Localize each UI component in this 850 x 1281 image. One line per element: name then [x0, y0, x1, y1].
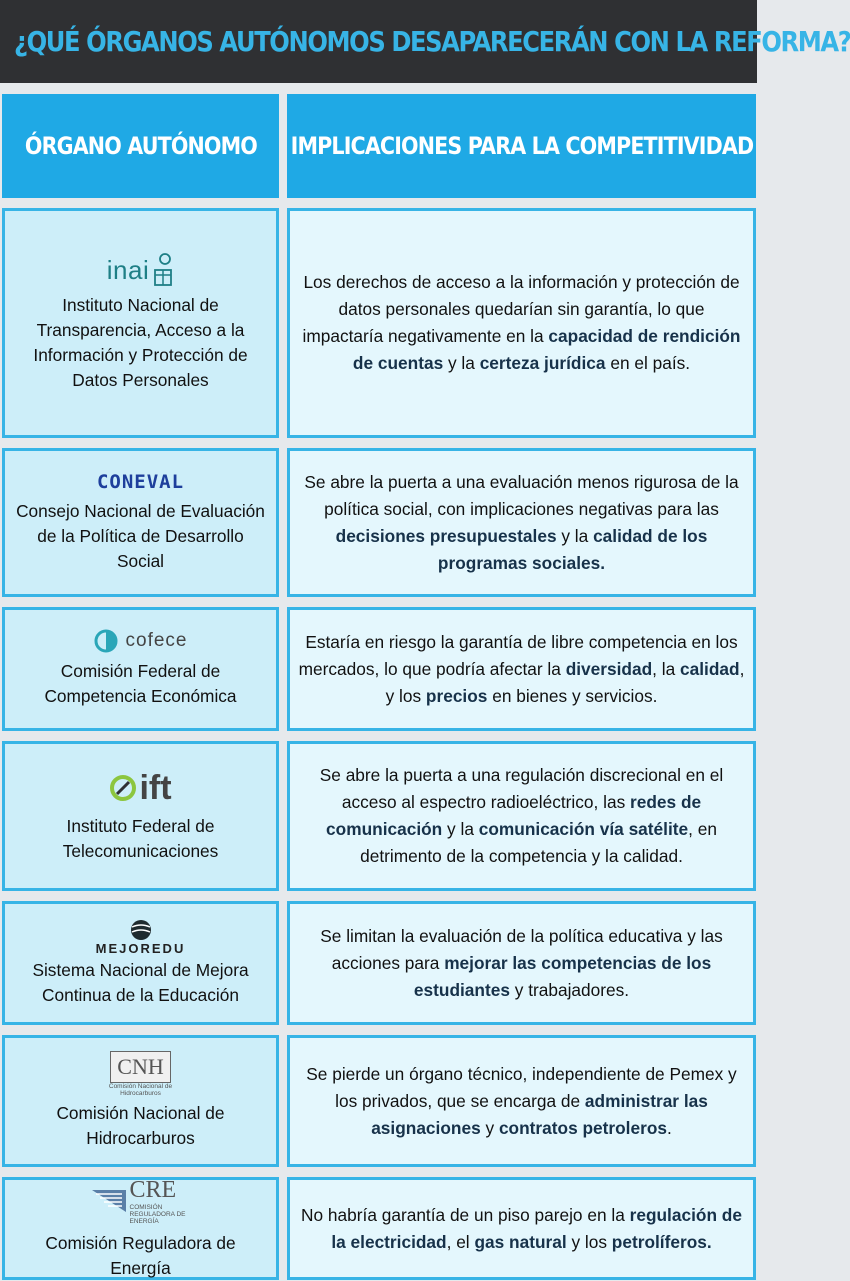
emphasis-text: petrolíferos. [611, 1231, 712, 1252]
body-text: Se limitan la evaluación de la política educativa y las acciones para [320, 925, 723, 973]
organ-cell [2, 741, 279, 891]
body-text: Se abre la puerta a una evaluación menos rigurosa de la política social, con implicaciones negativas para las [304, 471, 739, 519]
inai-logo-text: inai [106, 254, 150, 285]
cnh-logo-text: CNH [110, 1051, 170, 1083]
table-row [0, 448, 757, 597]
emphasis-text: calidad de los programas sociales. [437, 525, 708, 573]
emphasis-text: redes de comunicación [326, 792, 702, 839]
emphasis-text: administrar las asignaciones [371, 1090, 708, 1138]
implication-cell [287, 448, 756, 597]
coneval-logo-text: CONEVAL [96, 471, 185, 493]
implication-text [290, 469, 753, 577]
column-header-implicaciones [287, 94, 756, 198]
column-header-implicaciones-label: IMPLICACIONES PARA LA COMPETITIVIDAD [290, 132, 753, 160]
body-text: , la [652, 658, 680, 679]
body-text: en bienes y servicios. [487, 685, 658, 706]
emphasis-text: capacidad de rendición de cuentas [352, 326, 741, 373]
implication-cell [287, 1177, 756, 1280]
column-header-organo [2, 94, 279, 198]
implication-text [290, 923, 753, 1004]
cre-wing-icon [92, 1188, 128, 1214]
emphasis-text: precios [425, 685, 488, 706]
ift-ring-icon [109, 774, 137, 802]
implication-text [290, 1061, 753, 1142]
organ-cell [2, 901, 279, 1025]
implication-cell [287, 208, 756, 438]
implication-cell [287, 607, 756, 731]
body-text: , el [446, 1231, 475, 1252]
implication-text [290, 629, 753, 710]
implication-text [290, 269, 753, 377]
body-text: Se abre la puerta a una regulación discrecional en el acceso al espectro radioeléctrico, las [319, 765, 724, 812]
implication-cell [287, 741, 756, 891]
mejoredu-logo [96, 919, 186, 956]
body-text: y [480, 1117, 499, 1138]
body-text: Estaría en riesgo la garantía de libre competencia en los mercados, lo que podría afectar la [298, 631, 738, 679]
table-row [0, 208, 757, 438]
implication-text [290, 1202, 753, 1256]
table-row [0, 607, 757, 731]
emphasis-text: contratos petroleros [498, 1117, 667, 1138]
page-title: ¿QUÉ ÓRGANOS AUTÓNOMOS DESAPARECERÁN CON LA REFORMA? [14, 25, 850, 58]
cre-logo-subtitle: COMISIÓN REGULADORA DE ENERGÍA [129, 1203, 186, 1225]
organ-name: Comisión Federal de Competencia Económica [44, 661, 237, 706]
inai-logo [107, 253, 174, 287]
table-row [0, 1035, 757, 1167]
cofece-logo [94, 629, 188, 653]
implication-text [290, 762, 753, 870]
coneval-logo [97, 471, 184, 493]
organ-name: Comisión Reguladora de Energía [45, 1232, 236, 1278]
organ-name: Consejo Nacional de Evaluación de la Política de Desarrollo Social [16, 501, 265, 571]
table-header-row [0, 94, 757, 198]
cofece-circle-icon [94, 629, 118, 653]
organ-cell [2, 607, 279, 731]
ift-logo [109, 769, 171, 808]
cnh-logo-subtitle: Comisión Nacional de Hidrocarburos [108, 1083, 173, 1097]
emphasis-text: comunicación vía satélite [478, 819, 689, 839]
table-row [0, 741, 757, 891]
emphasis-text: diversidad [565, 658, 653, 679]
body-text: y los [566, 1231, 612, 1252]
emphasis-text: certeza jurídica [479, 353, 606, 373]
emphasis-text: decisiones presupuestales [335, 525, 557, 546]
body-text: y la [443, 353, 480, 373]
organ-name: Instituto Federal de Telecomunicaciones [62, 815, 219, 861]
organ-cell [2, 208, 279, 438]
title-bar [0, 0, 850, 83]
emphasis-text: gas natural [474, 1231, 567, 1252]
body-text: y trabajadores. [509, 979, 630, 1000]
body-text: . [666, 1117, 672, 1138]
body-text: en el país. [605, 353, 691, 373]
column-header-organo-label: ÓRGANO AUTÓNOMO [24, 132, 257, 160]
cre-logo-text: CRE [129, 1176, 177, 1203]
mejoredu-logo-text: MEJOREDU [95, 940, 186, 956]
body-text: , y los [385, 658, 745, 706]
implication-cell [287, 1035, 756, 1167]
body-text: y la [556, 525, 594, 546]
cre-logo [92, 1177, 190, 1225]
table-row [0, 1177, 757, 1280]
emphasis-text: mejorar las competencias de los estudiantes [413, 952, 712, 1000]
implication-cell [287, 901, 756, 1025]
mejoredu-globe-icon [130, 919, 152, 941]
body-text: Los derechos de acceso a la información y protección de datos personales quedarían sin garantía, lo que impactaría negativamente en la [302, 272, 740, 346]
organ-name: Sistema Nacional de Mejora Continua de la Educación [32, 959, 249, 1005]
body-text: y la [442, 819, 479, 839]
organ-name: Instituto Nacional de Transparencia, Acceso a la Información y Protección de Datos Personales [33, 295, 248, 390]
cnh-logo [106, 1051, 176, 1097]
emphasis-text: calidad [680, 658, 740, 679]
organ-cell [2, 448, 279, 597]
emphasis-text: regulación de la electricidad [331, 1204, 742, 1252]
body-text: , en detrimento de la competencia y la calidad. [360, 819, 717, 866]
cofece-logo-text: cofece [125, 630, 188, 651]
organ-name: Comisión Nacional de Hidrocarburos [56, 1103, 225, 1148]
table-row [0, 901, 757, 1025]
inai-person-icon [152, 253, 174, 287]
body-text: No habría garantía de un piso parejo en la [301, 1204, 630, 1225]
ift-logo-text: ift [139, 768, 172, 807]
organ-cell [2, 1035, 279, 1167]
body-text: Se pierde un órgano técnico, independiente de Pemex y los privados, que se encarga de [306, 1063, 737, 1111]
organ-cell [2, 1177, 279, 1280]
